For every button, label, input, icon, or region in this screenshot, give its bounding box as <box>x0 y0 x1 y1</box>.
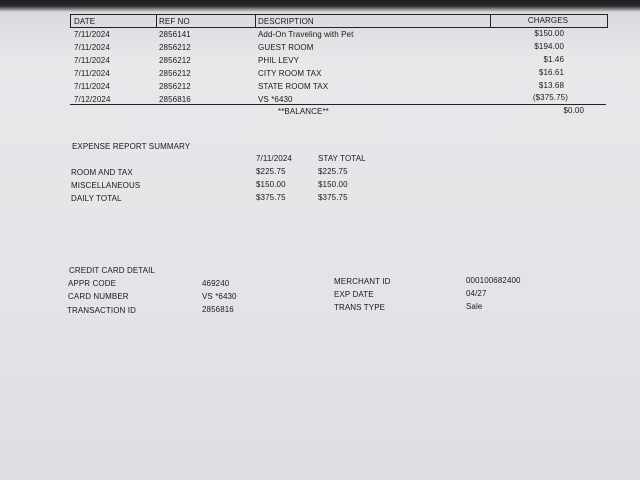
card-number-value: VS *6430 <box>202 292 237 301</box>
row-description: GUEST ROOM <box>258 43 314 52</box>
expense-total-value: $150.00 <box>318 180 348 189</box>
expense-date-value: $375.75 <box>256 193 286 202</box>
expense-date-value: $150.00 <box>256 180 286 189</box>
row-charge: $194.00 <box>534 42 564 51</box>
exp-date-label: EXP DATE <box>334 290 374 299</box>
row-charge: ($375.75) <box>532 93 568 102</box>
expense-total-value: $225.75 <box>318 167 348 176</box>
expense-date-value: $225.75 <box>256 167 286 176</box>
table-bottom-rule <box>70 104 606 105</box>
row-date: 7/12/2024 <box>74 95 111 104</box>
expense-col-stay-total: STAY TOTAL <box>318 154 366 163</box>
expense-col-date: 7/11/2024 <box>256 154 292 163</box>
row-charge: $16.61 <box>538 68 564 77</box>
appr-code-label: APPR CODE <box>68 279 117 288</box>
balance-value: $0.00 <box>563 106 584 115</box>
trans-type-value: Sale <box>466 302 483 311</box>
header-description: DESCRIPTION <box>258 17 314 26</box>
row-description: CITY ROOM TAX <box>258 69 322 78</box>
row-ref: 2856141 <box>159 30 191 39</box>
row-date: 7/11/2024 <box>74 56 110 65</box>
trans-type-label: TRANS TYPE <box>334 303 386 312</box>
header-ref-no: REF NO <box>159 17 190 26</box>
row-description: Add-On Traveling with Pet <box>258 30 354 39</box>
expense-summary-title: EXPENSE REPORT SUMMARY <box>72 142 191 151</box>
card-number-label: CARD NUMBER <box>68 292 129 301</box>
row-charge: $1.46 <box>543 55 564 64</box>
transaction-id-label: TRANSACTION ID <box>67 306 136 315</box>
row-date: 7/11/2024 <box>74 82 110 91</box>
row-ref: 2856212 <box>159 56 191 65</box>
balance-label: **BALANCE** <box>278 107 329 116</box>
row-ref: 2856816 <box>159 95 191 104</box>
header-divider <box>255 14 256 28</box>
header-charges: CHARGES <box>527 16 569 25</box>
header-date: DATE <box>74 17 96 26</box>
row-ref: 2856212 <box>159 69 191 78</box>
row-charge: $13.68 <box>538 81 564 90</box>
row-description: VS *6430 <box>258 95 293 104</box>
row-charge: $150.00 <box>534 29 564 38</box>
appr-code-value: 469240 <box>202 279 230 288</box>
row-description: STATE ROOM TAX <box>258 82 329 91</box>
merchant-id-label: MERCHANT ID <box>334 277 391 286</box>
credit-card-title: CREDIT CARD DETAIL <box>69 266 155 275</box>
merchant-id-value: 000100682400 <box>466 276 521 285</box>
row-description: PHIL LEVY <box>258 56 300 65</box>
row-date: 7/11/2024 <box>74 30 110 39</box>
expense-total-value: $375.75 <box>318 193 348 202</box>
header-divider <box>156 14 157 28</box>
expense-label: MISCELLANEOUS <box>71 181 141 190</box>
row-ref: 2856212 <box>159 43 191 52</box>
row-date: 7/11/2024 <box>74 43 110 52</box>
header-divider <box>490 14 491 28</box>
expense-label: DAILY TOTAL <box>71 194 122 203</box>
exp-date-value: 04/27 <box>466 289 487 298</box>
row-ref: 2856212 <box>159 82 191 91</box>
row-date: 7/11/2024 <box>74 69 110 78</box>
expense-label: ROOM AND TAX <box>71 168 133 177</box>
transaction-id-value: 2856816 <box>202 305 234 314</box>
